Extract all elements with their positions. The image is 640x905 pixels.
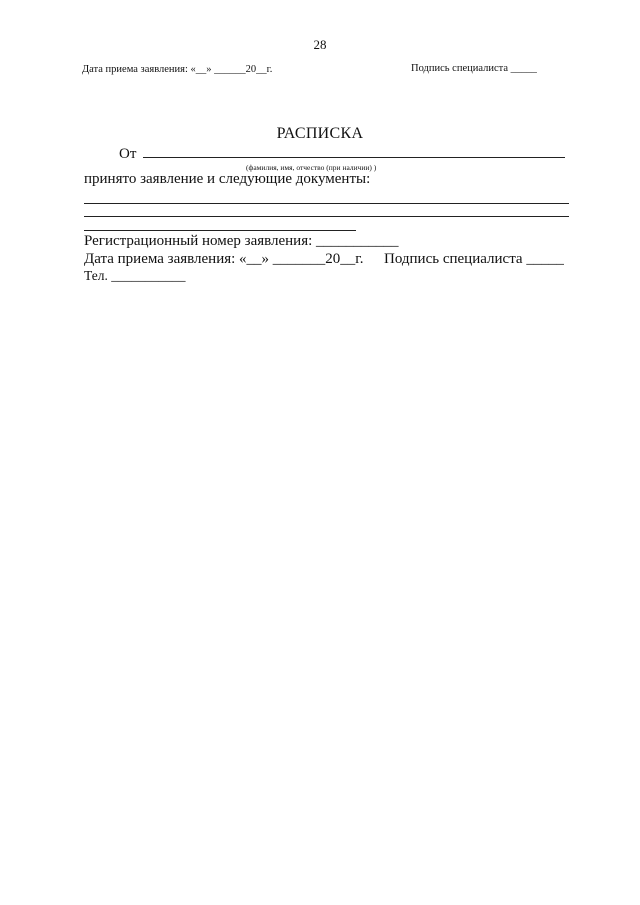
header-date-line: Дата приема заявления: «__» ______20__г. — [82, 64, 273, 75]
page-number: 28 — [313, 37, 327, 52]
documents-line-3 — [84, 230, 356, 231]
from-name-line — [143, 157, 565, 158]
receipt-signature-line: Подпись специалиста _____ — [384, 251, 564, 267]
from-label: От — [119, 146, 137, 162]
documents-line-1 — [84, 203, 569, 204]
receipt-date-line: Дата приема заявления: «__» _______20__г. — [84, 251, 364, 267]
from-caption: (фамилия, имя, отчество (при наличии) ) — [246, 163, 377, 172]
documents-line-2 — [84, 216, 569, 217]
receipt-title: РАСПИСКА — [276, 125, 364, 142]
phone-line: Тел. ___________ — [84, 268, 186, 283]
header-signature-line: Подпись специалиста _____ — [411, 63, 537, 74]
accepted-documents-text: принято заявление и следующие документы: — [84, 171, 371, 187]
registration-number-line: Регистрационный номер заявления: ___________ — [84, 233, 399, 249]
